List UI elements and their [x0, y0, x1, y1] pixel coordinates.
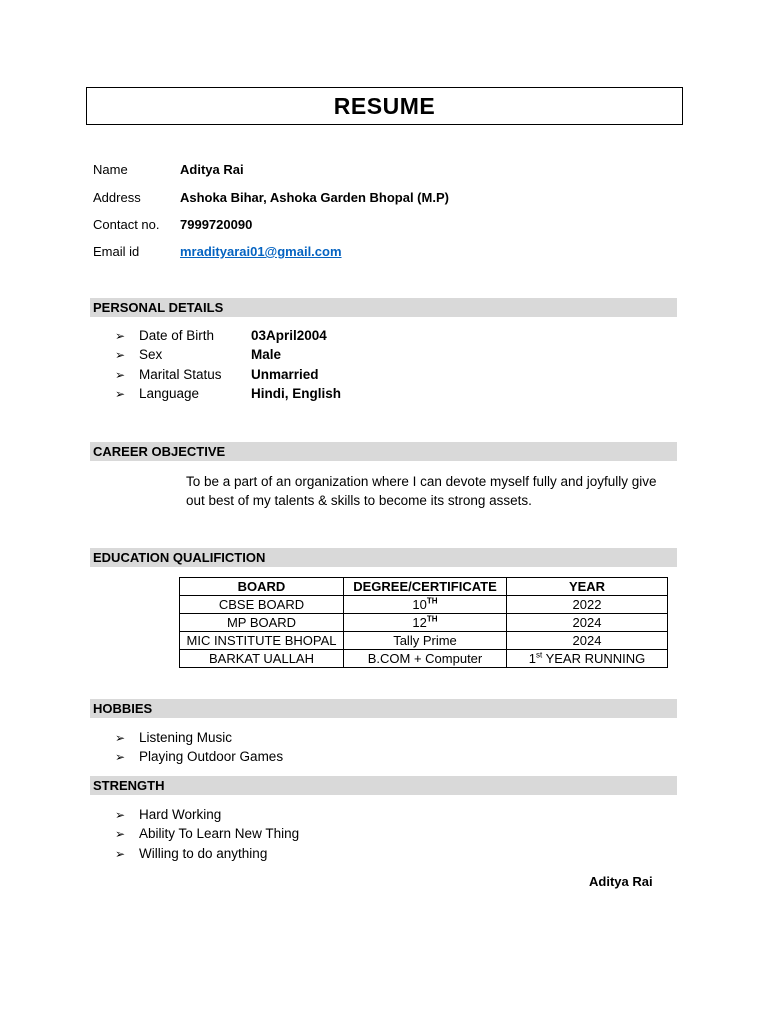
email-link[interactable]: mradityarai01@gmail.com [180, 244, 342, 259]
section-strength: STRENGTH [90, 776, 677, 795]
list-item [115, 345, 341, 364]
column-header: BOARD [180, 578, 344, 596]
hobby-text: Listening Music [139, 730, 233, 745]
arrow-bullet-icon: ➢ [115, 329, 126, 343]
detail-label: Language [139, 385, 200, 401]
table-header-row [180, 578, 668, 596]
table-row [180, 596, 668, 614]
arrow-bullet-icon: ➢ [115, 827, 126, 842]
hobby-text: Playing Outdoor Games [139, 749, 284, 765]
personal-details-list [115, 326, 341, 403]
list-item [115, 728, 283, 747]
arrow-bullet-icon: ➢ [115, 386, 126, 401]
year-cell: 2024 [507, 632, 668, 650]
career-objective-text: To be a part of an organization where I can devote myself fully and joyfully give out best of my talents & skills to become its strong assets. [186, 474, 657, 508]
arrow-bullet-icon: ➢ [115, 731, 126, 745]
board-cell: BARKAT UALLAH [180, 650, 344, 668]
address-label: Address [93, 190, 141, 205]
section-personal-details: PERSONAL DETAILS [90, 298, 677, 317]
address-value: Ashoka Bihar, Ashoka Garden Bhopal (M.P) [180, 190, 449, 205]
email-label: Email id [93, 244, 140, 259]
year-cell: 2024 [507, 614, 668, 632]
arrow-bullet-icon: ➢ [115, 750, 126, 765]
list-item [115, 824, 299, 843]
contact-value: 7999720090 [180, 217, 253, 232]
page-title: RESUME [333, 92, 436, 119]
section-career-objective: CAREER OBJECTIVE [90, 442, 677, 461]
title-box [86, 87, 683, 125]
contact-label: Contact no. [93, 217, 160, 232]
education-table [179, 577, 668, 668]
year-cell: 1st YEAR RUNNING [507, 650, 668, 668]
list-item [115, 326, 341, 345]
board-cell: MP BOARD [180, 614, 344, 632]
strength-text: Ability To Learn New Thing [139, 826, 300, 842]
strength-text: Willing to do anything [139, 845, 268, 861]
hobbies-list [115, 728, 283, 767]
arrow-bullet-icon: ➢ [115, 348, 126, 363]
column-header: YEAR [507, 578, 668, 596]
list-item [115, 844, 299, 863]
table-row [180, 650, 668, 668]
arrow-bullet-icon: ➢ [115, 367, 126, 382]
arrow-bullet-icon: ➢ [115, 846, 126, 861]
degree-cell: 12TH [344, 614, 507, 632]
list-item [115, 365, 341, 384]
board-cell: CBSE BOARD [180, 596, 344, 614]
degree-cell: 10TH [344, 596, 507, 614]
degree-cell: Tally Prime [344, 632, 507, 650]
table-row [180, 614, 668, 632]
detail-value: 03April2004 [251, 328, 327, 343]
section-education: EDUCATION QUALIFICTION [90, 548, 677, 567]
list-item [115, 747, 283, 766]
year-cell: 2022 [507, 596, 668, 614]
board-cell: MIC INSTITUTE BHOPAL [180, 632, 344, 650]
list-item [115, 384, 341, 403]
detail-label: Marital Status [139, 366, 222, 382]
list-item [115, 805, 299, 824]
signature-name: Aditya Rai [589, 874, 653, 889]
detail-label: Date of Birth [139, 328, 215, 343]
name-value: Aditya Rai [180, 162, 244, 177]
detail-label: Sex [139, 347, 163, 363]
detail-value: Male [251, 347, 282, 363]
detail-value: Hindi, English [251, 385, 341, 401]
strength-list [115, 805, 299, 863]
name-label: Name [93, 162, 128, 177]
degree-cell: B.COM + Computer [344, 650, 507, 668]
strength-text: Hard Working [139, 807, 222, 822]
arrow-bullet-icon: ➢ [115, 808, 126, 822]
table-row [180, 632, 668, 650]
section-hobbies: HOBBIES [90, 699, 677, 718]
detail-value: Unmarried [251, 366, 319, 382]
column-header: DEGREE/CERTIFICATE [344, 578, 507, 596]
